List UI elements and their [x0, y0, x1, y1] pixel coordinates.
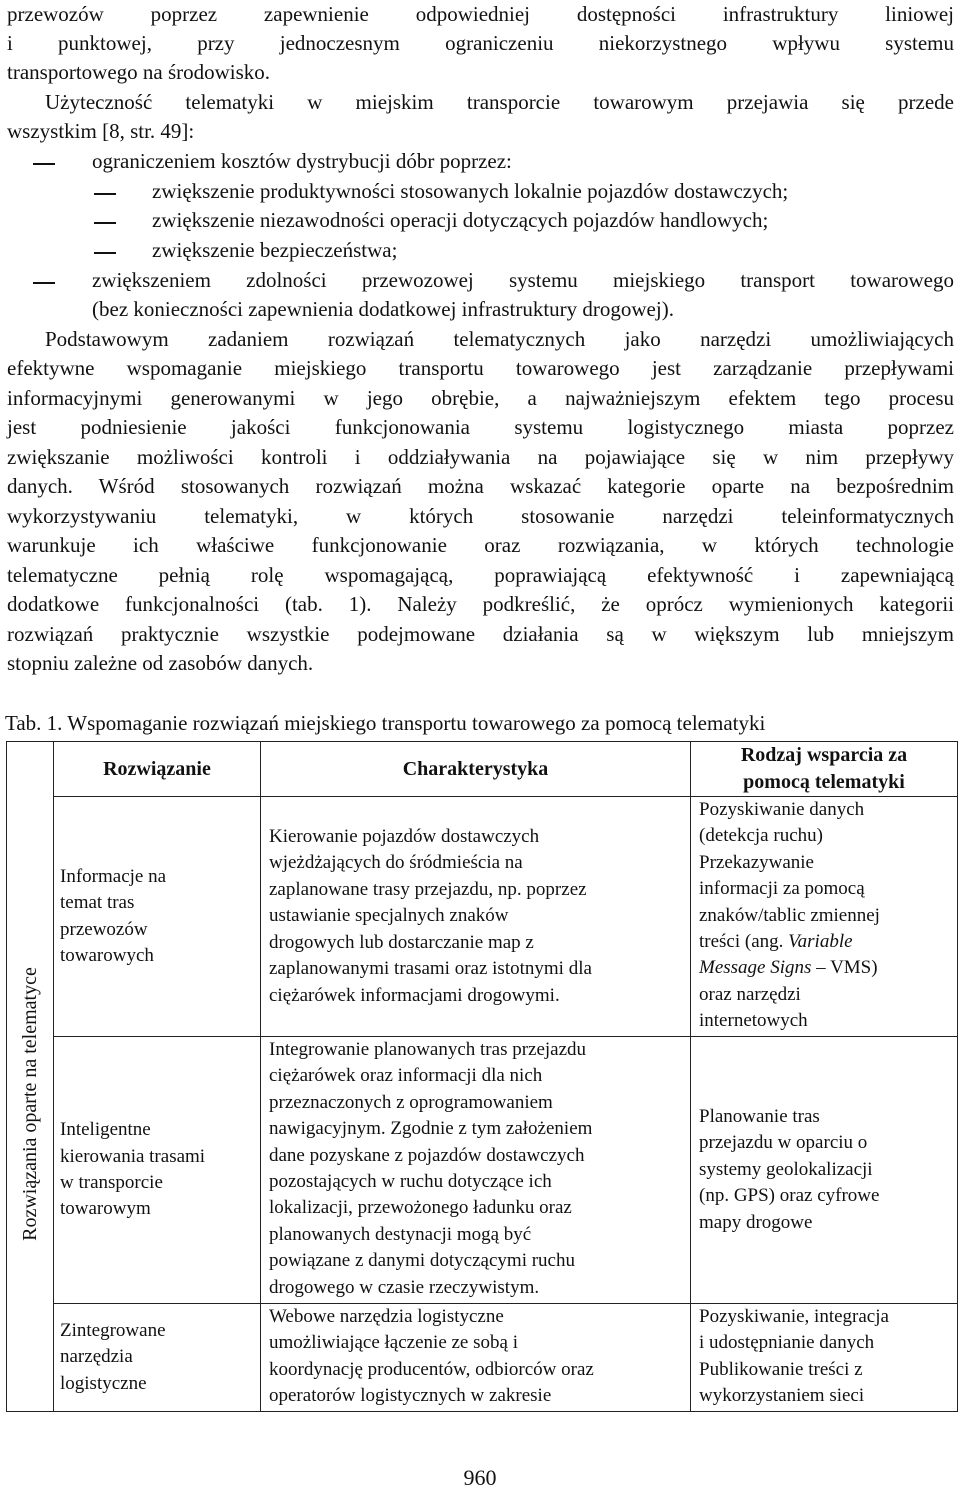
text-line: kierowania trasami	[60, 1145, 206, 1167]
description-cell	[261, 1037, 691, 1304]
text-line: przejazdu w oparciu o	[699, 1132, 868, 1154]
text-line: ciężarówek informacjami drogowymi.	[269, 984, 560, 1006]
text-line: zaplanowane trasy przejazdu, np. poprzez	[269, 878, 587, 900]
text-span: treści (ang.	[699, 931, 789, 953]
text-line: lokalizacji, przewożonego ładunku oraz	[269, 1197, 572, 1219]
text-line: Pozyskiwanie, integracja	[699, 1306, 889, 1327]
header-support-type	[691, 742, 958, 797]
bullet-1: ograniczeniem kosztów dystrybucji dóbr poprzez:	[92, 149, 512, 173]
text-line: systemy geolokalizacji	[699, 1158, 873, 1180]
body-line-4: jest podniesienie jakości funkcjonowania systemu logistycznego miasta poprzez	[7, 415, 954, 439]
body-line-9: telematyczne pełnią rolę wspomagającą, poprawiającą efektywność i zapewniającą	[7, 563, 954, 587]
dash-bullet	[94, 252, 116, 254]
text-line: Publikowanie treści z	[699, 1358, 863, 1380]
dash-bullet	[33, 282, 55, 284]
text-line: informacji za pomocą	[699, 878, 865, 900]
intro-line-3: transportowego na środowisko.	[7, 60, 271, 84]
text-line: towarowym	[60, 1198, 151, 1220]
text-line: nawigacyjnym. Zgodnie z tym założeniem	[269, 1118, 593, 1140]
body-line-12: stopniu zależne od zasobów danych.	[7, 651, 314, 675]
text-line: umożliwiające łączenie ze sobą i	[269, 1332, 518, 1354]
text-line: przewozów	[60, 918, 148, 940]
table-caption: Tab. 1. Wspomaganie rozwiązań miejskiego transportu towarowego za pomocą telematyki	[5, 711, 766, 735]
solution-cell	[54, 1037, 261, 1304]
body-line-7: wykorzystywaniu telematyki, w których stosowanie narzędzi teleinformatycznych	[7, 504, 954, 528]
support-cell	[691, 1304, 958, 1412]
group-label: Rozwiązania oparte na telematyce	[18, 966, 41, 1241]
text-line: Informacje na	[60, 865, 167, 887]
text-line: towarowych	[60, 944, 154, 966]
description-cell	[261, 1304, 691, 1412]
intro-line-5: wszystkim [8, str. 49]:	[7, 119, 195, 143]
support-cell	[691, 797, 958, 1037]
text-line: dane pozyskane z pojazdów dostawczych	[269, 1144, 585, 1166]
text-line: i udostępnianie danych	[699, 1332, 875, 1354]
body-line-1: Podstawowym zadaniem rozwiązań telematycznych jako narzędzi umożliwiających	[45, 327, 954, 351]
table-header-row	[7, 742, 958, 797]
text-line: narzędzia	[60, 1346, 133, 1368]
table-row	[7, 1304, 958, 1412]
solutions-table	[6, 741, 958, 1412]
description-cell	[261, 797, 691, 1037]
table-row	[7, 1037, 958, 1304]
body-line-8: warunkuje ich właściwe funkcjonowanie oraz rozwiązania, w których technologie	[7, 533, 954, 557]
text-line: drogowych lub dostarczanie map z	[269, 931, 534, 953]
header-support-line-2: pomocą telematyki	[743, 771, 905, 793]
text-line: ciężarówek oraz informacji dla nich	[269, 1065, 543, 1087]
text-line: Planowanie tras	[699, 1105, 820, 1127]
body-line-2: efektywne wspomaganie miejskiego transportu towarowego jest zarządzanie przepływami	[7, 356, 954, 380]
body-line-10: dodatkowe funkcjonalności (tab. 1). Należy podkreślić, że oprócz wymienionych kategorii	[7, 592, 954, 616]
bullet-2-line-1: zwiększeniem zdolności przewozowej systemu miejskiego transport towarowego	[92, 268, 954, 292]
body-line-11: rozwiązań praktycznie wszystkie podejmowane działania są w większym lub mniejszym	[7, 622, 954, 646]
text-line: operatorów logistycznych w zakresie	[269, 1385, 552, 1407]
support-cell	[691, 1037, 958, 1304]
table-row	[7, 797, 958, 1037]
text-line: Kierowanie pojazdów dostawczych	[269, 826, 540, 848]
intro-line-1: przewozów poprzez zapewnienie odpowiedniej dostępności infrastruktury liniowej	[7, 2, 954, 26]
text-line: internetowych	[699, 1010, 808, 1032]
text-line: ustawianie specjalnych znaków	[269, 905, 509, 927]
italic-span: Variable	[788, 931, 853, 953]
header-empty-cell	[7, 742, 54, 797]
text-line	[699, 955, 953, 981]
bullet-1b: zwiększenie niezawodności operacji dotyczących pojazdów handlowych;	[152, 208, 769, 232]
text-line: wjeżdżających do śródmieścia na	[269, 852, 523, 874]
text-line: zaplanowanymi trasami oraz istotnymi dla	[269, 958, 592, 980]
text-line: Integrowanie planowanych tras przejazdu	[269, 1039, 587, 1060]
text-line: powiązane z danymi dotyczącymi ruchu	[269, 1250, 575, 1272]
text-line: (detekcja ruchu)	[699, 825, 823, 847]
text-line: Pozyskiwanie danych	[699, 799, 865, 820]
text-line: pozostających w ruchu dotyczące ich	[269, 1171, 552, 1193]
text-line: wykorzystaniem sieci	[699, 1385, 865, 1407]
text-span: – VMS)	[811, 957, 878, 979]
header-solution: Rozwiązanie	[54, 742, 261, 797]
header-support-line-1: Rodzaj wsparcia za	[740, 744, 908, 766]
text-line: drogowego w czasie rzeczywistym.	[269, 1276, 540, 1298]
text-line	[699, 929, 953, 955]
text-line: mapy drogowe	[699, 1211, 813, 1233]
text-line: znaków/tablic zmiennej	[699, 904, 880, 926]
italic-span: Message Signs	[699, 957, 812, 979]
text-line: oraz narzędzi	[699, 983, 801, 1005]
intro-line-2: i punktowej, przy jednoczesnym ograniczeniu niekorzystnego wpływu systemu	[7, 31, 954, 55]
header-characteristics: Charakterystyka	[261, 742, 691, 797]
body-line-3: informacyjnymi generowanymi w jego obrębie, a najważniejszym efektem tego procesu	[7, 386, 954, 410]
text-line: logistyczne	[60, 1372, 147, 1394]
body-line-6: danych. Wśród stosowanych rozwiązań można wskazać kategorie oparte na bezpośrednim	[7, 474, 954, 498]
dash-bullet	[94, 222, 116, 224]
bullet-2-line-2: (bez konieczności zapewnienia dodatkowej infrastruktury drogowej).	[92, 297, 674, 321]
bullet-1c: zwiększenie bezpieczeństwa;	[152, 238, 398, 262]
text-line: koordynację producentów, odbiorców oraz	[269, 1358, 594, 1380]
text-line: planowanych destynacji mogą być	[269, 1223, 532, 1245]
group-label-cell	[7, 797, 54, 1412]
body-line-5: zwiększanie możliwości kontroli i oddziaływania na pojawiające się w nim przepływy	[7, 445, 954, 469]
text-line: Inteligentne	[60, 1119, 151, 1141]
dash-bullet	[33, 163, 55, 165]
text-line: temat tras	[60, 892, 135, 914]
text-line: Webowe narzędzia logistyczne	[269, 1306, 504, 1327]
text-line: Zintegrowane	[60, 1319, 166, 1341]
text-line: Przekazywanie	[699, 851, 814, 873]
text-line: (np. GPS) oraz cyfrowe	[699, 1185, 880, 1207]
solution-cell	[54, 1304, 261, 1412]
dash-bullet	[94, 193, 116, 195]
text-line: przeznaczonych z oprogramowaniem	[269, 1091, 553, 1113]
solution-cell	[54, 797, 261, 1037]
page-number: 960	[463, 1465, 497, 1490]
bullet-1a: zwiększenie produktywności stosowanych lokalnie pojazdów dostawczych;	[152, 179, 789, 203]
text-line: w transporcie	[60, 1172, 163, 1193]
intro-line-4: Użyteczność telematyki w miejskim transporcie towarowym przejawia się przede	[45, 90, 954, 114]
